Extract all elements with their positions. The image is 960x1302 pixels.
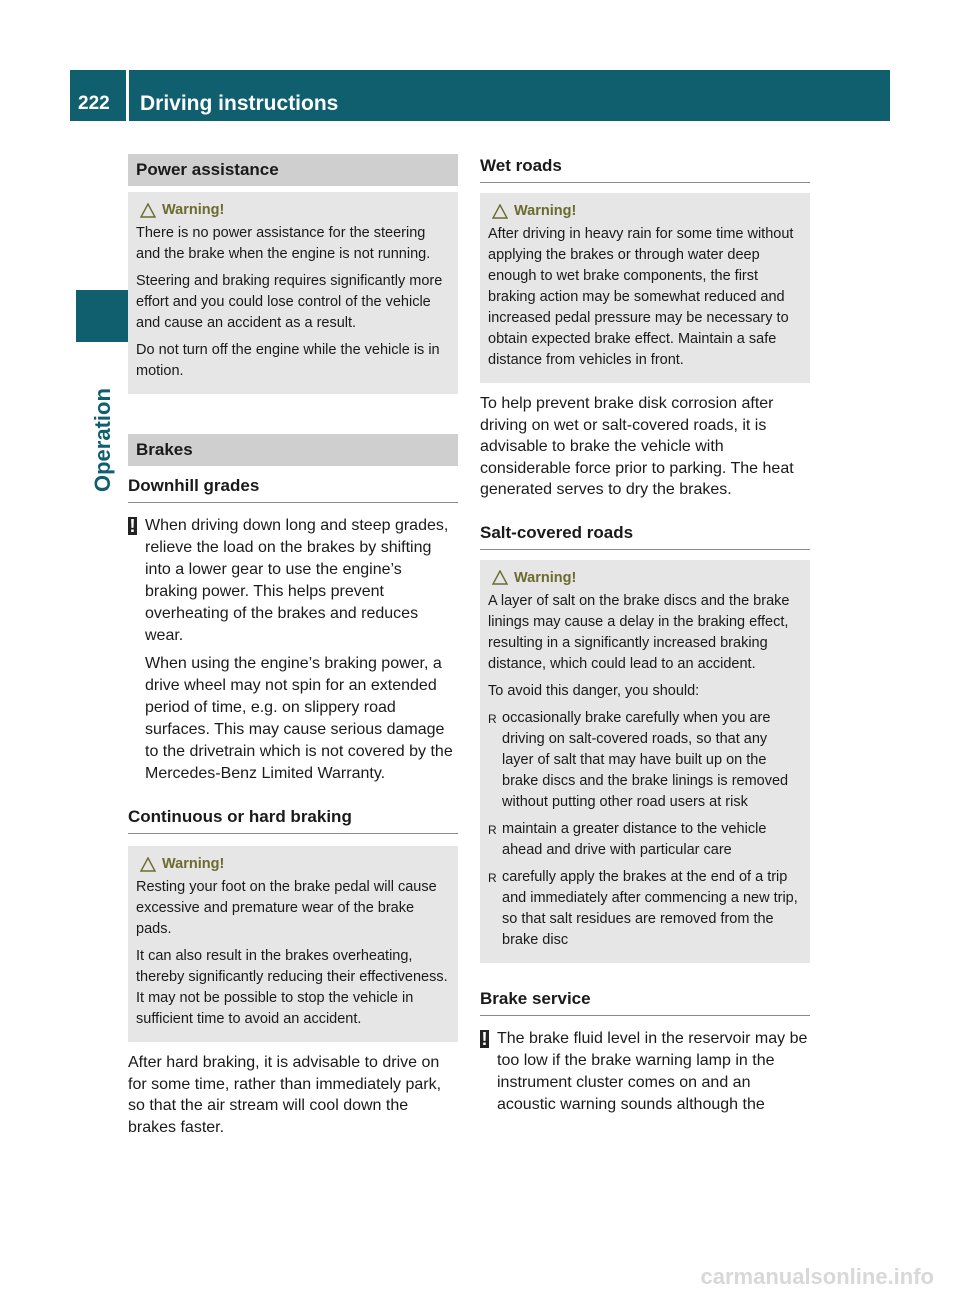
note-text: When driving down long and steep grades, relieve the load on the brakes by shifting into a lower gear to use the engine’s braking power. This helps prevent overheating of the brakes and reduces wear. — [145, 517, 449, 644]
page-number: 222 — [78, 93, 110, 114]
note-block — [480, 1028, 810, 1122]
warning-title: Warning! — [492, 568, 802, 589]
side-tab-marker — [76, 290, 128, 342]
watermark: carmanualsonline.info — [700, 1264, 934, 1289]
warning-text: To avoid this danger, you should: — [488, 682, 700, 699]
exclamation-icon: ! — [481, 1028, 488, 1049]
warning-triangle-icon — [492, 570, 508, 586]
side-tab-label: Operation — [90, 388, 115, 492]
subheading-wet-roads: Wet roads — [480, 150, 810, 183]
warning-text: After driving in heavy rain for some time without applying the brakes or through water deep enough to wet brake components, the first braking action may be somewhat reduced and increased pedal pressure may be necessary to obtain expected brake effect. Maintain a safe distance from vehicles in front. — [488, 226, 794, 368]
exclamation-icon: ! — [129, 516, 136, 536]
body-text: After hard braking, it is advisable to drive on for some time, rather than immediately park, so that the air stream will cool down the brakes faster. — [128, 1054, 442, 1136]
warning-triangle-icon — [140, 203, 156, 219]
note-text: The brake fluid level in the reservoir may be too low if the brake warning lamp in the instrument cluster comes on and an acoustic warning sounds although the — [497, 1029, 808, 1113]
warning-box — [480, 193, 810, 383]
warning-triangle-icon — [492, 204, 508, 220]
warning-title: Warning! — [492, 201, 802, 222]
list-item: R maintain a greater distance to the vehicle ahead and drive with particular care — [488, 819, 802, 861]
warning-text: Resting your foot on the brake pedal will cause excessive and premature wear of the brake pads. — [136, 879, 437, 937]
note-block — [128, 515, 458, 791]
header-separator — [126, 70, 129, 121]
right-column — [480, 150, 810, 1122]
left-column — [128, 154, 458, 1138]
subheading-salt-roads: Salt-covered roads — [480, 517, 810, 550]
body-text: To help prevent brake disk corrosion after driving on wet or salt-covered roads, it is advisable to brake the vehicle with considerable force prior to parking. The heat generated serves to dry the brakes. — [480, 395, 794, 498]
list-item: R carefully apply the brakes at the end of a trip and immediately after commencing a new trip, so that salt residues are removed from the brake disc — [488, 867, 802, 951]
warning-box — [480, 560, 810, 963]
subheading-continuous: Continuous or hard braking — [128, 801, 458, 834]
warning-title: Warning! — [140, 200, 450, 221]
section-heading-brakes: Brakes — [128, 434, 458, 466]
warning-text: A layer of salt on the brake discs and the brake linings may cause a delay in the braking effect, resulting in a significantly increased braking distance, which could lead to an accident. — [488, 592, 790, 672]
warning-text: There is no power assistance for the steering and the brake when the engine is not running. — [136, 225, 431, 262]
subheading-brake-service: Brake service — [480, 983, 810, 1016]
note-text: When using the engine’s braking power, a drive wheel may not spin for an extended period of time, e.g. on slippery road surfaces. This may cause serious damage to the drivetrain which is not covered by the Mercedes-Benz Limited Warranty. — [145, 655, 453, 782]
warning-title: Warning! — [140, 854, 450, 875]
warning-text: Do not turn off the engine while the vehicle is in motion. — [136, 342, 440, 379]
warning-box — [128, 846, 458, 1042]
side-tab — [76, 352, 128, 492]
warning-triangle-icon — [140, 857, 156, 873]
list-item: R occasionally brake carefully when you are driving on salt-covered roads, so that any layer of salt that may have built up on the brake discs and the brake linings is removed without putting other road users at risk — [488, 708, 802, 813]
section-heading-power-assistance: Power assistance — [128, 154, 458, 186]
subheading-downhill: Downhill grades — [128, 470, 458, 503]
warning-text: Steering and braking requires significantly more effort and you could lose control of the vehicle and cause an accident as a result. — [136, 273, 443, 331]
warning-box — [128, 192, 458, 394]
warning-text: It can also result in the brakes overheating, thereby significantly reducing their effectiveness. It may not be possible to stop the vehicle in sufficient time to avoid an accident. — [136, 948, 448, 1027]
page-title: Driving instructions — [140, 92, 339, 115]
bullet-list — [488, 708, 802, 951]
